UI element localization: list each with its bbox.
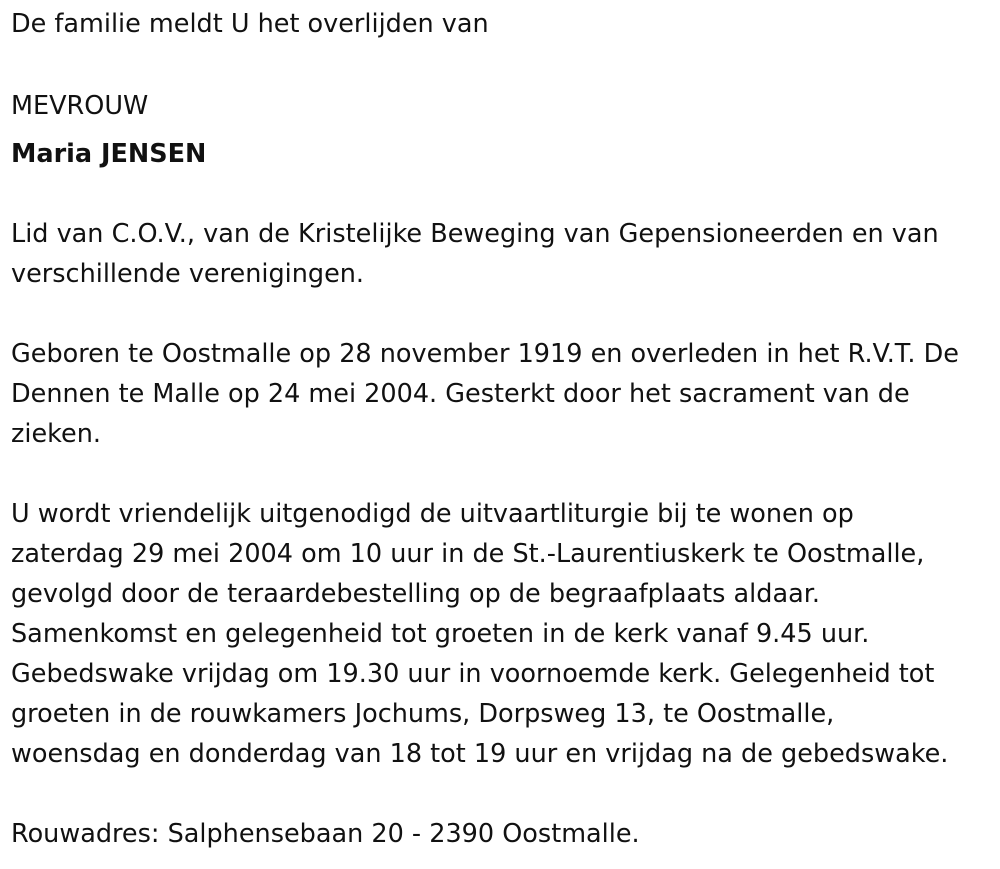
funeral-line: groeten in de rouwkamers Jochums, Dorpsweg 13, te Oostmalle,: [11, 699, 835, 729]
mourning-address: Rouwadres: Salphensebaan 20 - 2390 Oostmalle.: [11, 819, 640, 849]
membership-line: verschillende verenigingen.: [11, 259, 365, 289]
membership-paragraph: [11, 214, 939, 294]
funeral-line: U wordt vriendelijk uitgenodigd de uitvaartliturgie bij te wonen op: [11, 499, 854, 529]
funeral-line: zaterdag 29 mei 2004 om 10 uur in de St.-Laurentiuskerk te Oostmalle,: [11, 539, 925, 569]
funeral-line: Samenkomst en gelegenheid tot groeten in de kerk vanaf 9.45 uur.: [11, 619, 870, 649]
deceased-name: Maria JENSEN: [11, 139, 207, 169]
funeral-line: Gebedswake vrijdag om 19.30 uur in voornoemde kerk. Gelegenheid tot: [11, 659, 935, 689]
funeral-line: gevolgd door de teraardebestelling op de begraafplaats aldaar.: [11, 579, 820, 609]
funeral-paragraph: [11, 494, 948, 774]
birth-death-line: Geboren te Oostmalle op 28 november 1919 en overleden in het R.V.T. De: [11, 339, 959, 369]
funeral-line: woensdag en donderdag van 18 tot 19 uur en vrijdag na de gebedswake.: [11, 739, 949, 769]
salutation: MEVROUW: [11, 91, 149, 121]
intro-line: De familie meldt U het overlijden van: [11, 9, 489, 39]
birth-death-line: zieken.: [11, 419, 101, 449]
birth-death-line: Dennen te Malle op 24 mei 2004. Gesterkt door het sacrament van de: [11, 379, 910, 409]
birth-death-paragraph: [11, 334, 959, 454]
membership-line: Lid van C.O.V., van de Kristelijke Beweging van Gepensioneerden en van: [11, 219, 939, 249]
